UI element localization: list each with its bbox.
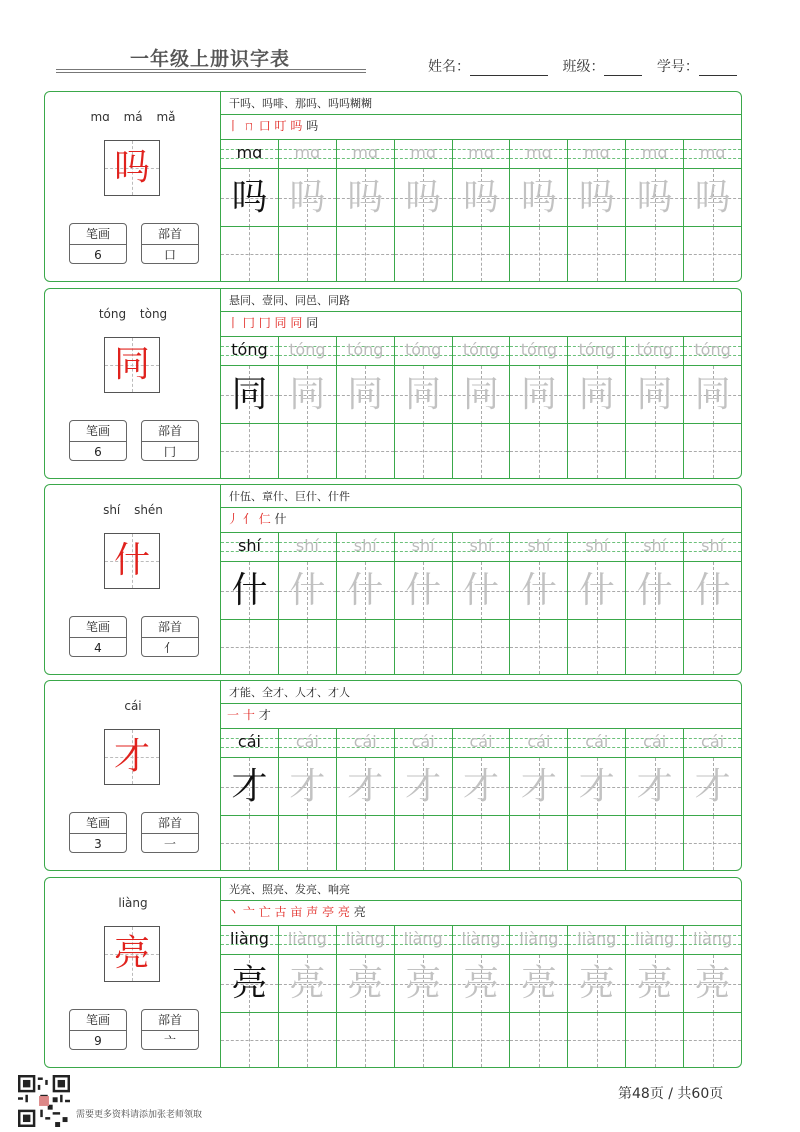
practice-cell[interactable]	[683, 337, 741, 478]
practice-pinyin: tóng	[347, 340, 384, 359]
pinyin-readings: tóng tòng	[98, 307, 168, 321]
title-underline-second	[56, 72, 366, 73]
practice-character: 什	[289, 570, 326, 611]
writing-box[interactable]	[337, 423, 394, 478]
practice-pinyin: liàng	[461, 929, 501, 948]
practice-pinyin: mɑ	[236, 143, 263, 162]
practice-pinyin: cái	[469, 732, 493, 751]
practice-character: 才	[405, 766, 442, 807]
pinyin-readings: mɑ má mǎ	[90, 110, 176, 124]
practice-pinyin: mɑ	[641, 143, 668, 162]
practice-pinyin: tóng	[520, 340, 558, 359]
practice-grid	[221, 337, 741, 478]
stroke-order-step: 冂	[258, 316, 271, 330]
practice-pinyin: cái	[643, 732, 667, 751]
practice-pinyin: mɑ	[526, 143, 552, 162]
practice-cell[interactable]	[221, 140, 278, 281]
writing-box[interactable]	[626, 619, 683, 674]
practice-pinyin: liàng	[577, 929, 617, 948]
practice-area	[221, 485, 741, 674]
student-info-fields	[428, 56, 747, 76]
writing-box[interactable]	[279, 226, 336, 281]
stroke-order-step: 冂	[242, 316, 255, 330]
writing-box[interactable]	[626, 226, 683, 281]
practice-cell[interactable]	[567, 140, 625, 281]
stroke-count-box	[69, 223, 127, 264]
stroke-order-step: 亮	[337, 905, 350, 919]
pinyin-readings: cái	[124, 699, 142, 713]
practice-cell[interactable]	[336, 729, 394, 870]
practice-area	[221, 878, 741, 1067]
stroke-order-step: 一	[227, 708, 240, 722]
writing-box[interactable]	[395, 226, 452, 281]
practice-cell[interactable]	[683, 140, 741, 281]
stroke-order-step: 什	[274, 512, 287, 526]
stroke-count-box	[69, 1009, 127, 1050]
stroke-order-step: 十	[242, 708, 255, 722]
stroke-order	[227, 117, 318, 134]
writing-box[interactable]	[337, 1012, 394, 1067]
practice-cell[interactable]	[336, 337, 394, 478]
practice-character: 同	[578, 374, 615, 415]
character-box	[104, 729, 160, 785]
word-examples: 干吗、吗啡、那吗、吗吗糊糊	[229, 97, 372, 110]
practice-pinyin: cái	[527, 732, 551, 751]
character-box	[104, 140, 160, 196]
practice-character: 吗	[694, 177, 731, 218]
stroke-count-box	[69, 812, 127, 853]
stroke-order-step: 吗	[290, 119, 303, 133]
word-examples: 悬同、壹同、同邑、同路	[229, 294, 350, 307]
practice-pinyin: liàng	[519, 929, 559, 948]
practice-cell[interactable]	[567, 337, 625, 478]
practice-cell[interactable]	[509, 337, 567, 478]
stroke-order-step: 才	[258, 708, 271, 722]
radical-value: 口	[163, 248, 176, 262]
practice-cell[interactable]	[683, 729, 741, 870]
radical-box	[141, 812, 199, 853]
writing-box[interactable]	[395, 619, 452, 674]
writing-box[interactable]	[453, 423, 510, 478]
stroke-order	[227, 510, 287, 527]
practice-cell[interactable]	[221, 337, 278, 478]
stroke-order-step: 丨	[227, 119, 240, 133]
practice-pinyin: shí	[353, 536, 377, 555]
practice-pinyin: tóng	[289, 340, 326, 359]
page-title: 一年级上册识字表	[130, 48, 291, 70]
practice-character: 同	[405, 374, 442, 415]
practice-character: 吗	[578, 177, 615, 218]
practice-pinyin: cái	[701, 732, 725, 751]
writing-box[interactable]	[395, 815, 452, 870]
stroke-count-label: 笔画	[70, 421, 126, 442]
practice-cell[interactable]	[336, 926, 394, 1067]
character-card	[44, 484, 742, 675]
practice-cell[interactable]	[452, 337, 510, 478]
practice-character: 吗	[231, 177, 268, 218]
radical-box	[141, 616, 199, 657]
name-field[interactable]: 姓名：	[428, 56, 548, 76]
student-number-field[interactable]: 学号：	[657, 56, 737, 76]
radical-label: 部首	[142, 224, 198, 245]
page-number: 第48页 / 共60页	[618, 1086, 724, 1102]
writing-box[interactable]	[510, 226, 567, 281]
stroke-count-label: 笔画	[70, 617, 126, 638]
practice-pinyin: mɑ	[352, 143, 379, 162]
practice-character: 什	[405, 570, 442, 611]
radical-value: 冂	[163, 445, 176, 459]
practice-character: 什	[636, 570, 673, 611]
practice-cell[interactable]	[278, 926, 336, 1067]
practice-cell[interactable]	[452, 729, 510, 870]
writing-box[interactable]	[510, 619, 567, 674]
practice-cell[interactable]	[625, 729, 683, 870]
practice-character: 才	[520, 766, 557, 807]
main-character: 才	[113, 736, 150, 777]
practice-pinyin: shí	[295, 536, 319, 555]
radical-value: 亻	[163, 641, 176, 655]
character-card	[44, 288, 742, 479]
practice-cell[interactable]	[625, 926, 683, 1067]
practice-pinyin: liàng	[229, 929, 269, 948]
practice-grid	[221, 926, 741, 1067]
stroke-count-value: 3	[94, 837, 102, 851]
practice-cell[interactable]	[683, 533, 741, 674]
practice-character: 亮	[289, 963, 326, 1004]
practice-cell[interactable]	[625, 140, 683, 281]
writing-box[interactable]	[684, 226, 741, 281]
practice-character: 同	[347, 374, 384, 415]
practice-grid	[221, 533, 741, 674]
practice-character: 吗	[289, 177, 326, 218]
radical-box	[141, 223, 199, 264]
word-examples: 什伍、章什、巨什、什件	[229, 490, 350, 503]
practice-cell[interactable]	[625, 533, 683, 674]
writing-box[interactable]	[568, 1012, 625, 1067]
writing-box[interactable]	[684, 815, 741, 870]
practice-character: 亮	[231, 963, 268, 1004]
practice-pinyin: liàng	[635, 929, 675, 948]
writing-box[interactable]	[221, 619, 278, 674]
practice-character: 才	[289, 766, 326, 807]
practice-character: 亮	[694, 963, 731, 1004]
writing-box[interactable]	[510, 423, 567, 478]
writing-box[interactable]	[395, 1012, 452, 1067]
stroke-order-step: 亮	[353, 905, 366, 919]
character-card	[44, 680, 742, 871]
practice-character: 亮	[463, 963, 500, 1004]
class-field[interactable]: 班级：	[562, 56, 642, 76]
writing-box[interactable]	[279, 619, 336, 674]
practice-pinyin: tóng	[404, 340, 442, 359]
practice-character: 才	[231, 766, 268, 807]
practice-cell[interactable]	[278, 533, 336, 674]
stroke-count-box	[69, 616, 127, 657]
radical-label: 部首	[142, 1010, 198, 1031]
radical-box	[141, 1009, 199, 1050]
practice-pinyin: tóng	[462, 340, 500, 359]
character-card	[44, 91, 742, 282]
main-character: 什	[113, 540, 150, 581]
practice-character: 同	[289, 374, 326, 415]
practice-character: 什	[347, 570, 384, 611]
writing-box[interactable]	[568, 423, 625, 478]
practice-pinyin: cái	[353, 732, 377, 751]
stroke-order-step: 声	[306, 905, 319, 919]
writing-box[interactable]	[279, 423, 336, 478]
practice-pinyin: shí	[411, 536, 435, 555]
practice-cell[interactable]	[567, 533, 625, 674]
practice-cell[interactable]	[452, 926, 510, 1067]
stroke-count-box	[69, 420, 127, 461]
practice-pinyin: shí	[701, 536, 725, 555]
character-card	[44, 877, 742, 1068]
practice-pinyin: mɑ	[468, 143, 494, 162]
practice-area	[221, 289, 741, 478]
practice-character: 才	[463, 766, 500, 807]
stroke-order-step: 丨	[227, 316, 240, 330]
writing-box[interactable]	[337, 226, 394, 281]
practice-cell[interactable]	[567, 926, 625, 1067]
practice-pinyin: mɑ	[410, 143, 436, 162]
character-info-panel	[45, 92, 221, 281]
stroke-count-value: 6	[94, 445, 102, 459]
stroke-order	[227, 314, 318, 331]
stroke-order	[227, 903, 366, 920]
practice-pinyin: tóng	[636, 340, 673, 359]
practice-pinyin: cái	[585, 732, 609, 751]
character-info-panel	[45, 485, 221, 674]
writing-box[interactable]	[684, 423, 741, 478]
stroke-order-step: 亡	[258, 905, 271, 919]
main-character: 吗	[113, 147, 150, 188]
practice-character: 同	[520, 374, 557, 415]
practice-cell[interactable]	[221, 729, 278, 870]
radical-value: 一	[163, 837, 176, 851]
practice-character: 亮	[347, 963, 384, 1004]
writing-box[interactable]	[395, 423, 452, 478]
practice-pinyin: liàng	[345, 929, 385, 948]
practice-character: 亮	[578, 963, 615, 1004]
writing-box[interactable]	[684, 619, 741, 674]
practice-cell[interactable]	[278, 140, 336, 281]
radical-value: 亠	[163, 1034, 176, 1048]
practice-cell[interactable]	[452, 533, 510, 674]
practice-grid	[221, 140, 741, 281]
stroke-count-label: 笔画	[70, 1010, 126, 1031]
main-character: 亮	[113, 933, 150, 974]
practice-character: 才	[347, 766, 384, 807]
practice-cell[interactable]	[509, 140, 567, 281]
practice-character: 什	[520, 570, 557, 611]
practice-cell[interactable]	[394, 337, 452, 478]
practice-character: 什	[578, 570, 615, 611]
page-header	[0, 0, 800, 90]
practice-character: 同	[694, 374, 731, 415]
practice-cell[interactable]	[509, 729, 567, 870]
practice-character: 才	[578, 766, 615, 807]
stroke-count-value: 6	[94, 248, 102, 262]
pinyin-readings: liàng	[118, 896, 148, 910]
title-underline	[56, 69, 366, 70]
practice-pinyin: cái	[411, 732, 435, 751]
character-info-panel	[45, 878, 221, 1067]
writing-box[interactable]	[568, 815, 625, 870]
word-examples: 光亮、照亮、发亮、响亮	[229, 883, 350, 896]
writing-box[interactable]	[453, 619, 510, 674]
practice-cell[interactable]	[625, 337, 683, 478]
practice-cell[interactable]	[394, 926, 452, 1067]
writing-box[interactable]	[337, 619, 394, 674]
practice-character: 什	[231, 570, 268, 611]
stroke-order-step: 同	[274, 316, 287, 330]
writing-box[interactable]	[221, 226, 278, 281]
practice-cell[interactable]	[221, 926, 278, 1067]
stroke-order-step: 丶	[227, 905, 240, 919]
practice-area	[221, 92, 741, 281]
practice-area	[221, 681, 741, 870]
practice-character: 同	[636, 374, 673, 415]
stroke-order-step: 古	[274, 905, 287, 919]
writing-box[interactable]	[626, 815, 683, 870]
stroke-order-step: 吗	[306, 119, 319, 133]
practice-pinyin: shí	[585, 536, 609, 555]
radical-label: 部首	[142, 813, 198, 834]
practice-pinyin: mɑ	[583, 143, 610, 162]
stroke-order-step: 亭	[322, 905, 335, 919]
practice-pinyin: liàng	[403, 929, 443, 948]
stroke-order-step: 亠	[242, 905, 255, 919]
qr-code-icon	[18, 1075, 70, 1127]
practice-cell[interactable]	[567, 729, 625, 870]
practice-pinyin: tóng	[231, 340, 268, 359]
practice-character: 吗	[520, 177, 557, 218]
practice-character: 才	[636, 766, 673, 807]
writing-box[interactable]	[626, 423, 683, 478]
stroke-order-step: 叮	[274, 119, 287, 133]
character-box	[104, 926, 160, 982]
radical-label: 部首	[142, 617, 198, 638]
practice-cell[interactable]	[452, 140, 510, 281]
stroke-order-step: ㄇ	[242, 119, 255, 133]
practice-character: 什	[694, 570, 731, 611]
practice-cell[interactable]	[394, 729, 452, 870]
stroke-order-step: 仁	[258, 512, 271, 526]
practice-pinyin: mɑ	[294, 143, 321, 162]
writing-box[interactable]	[453, 815, 510, 870]
writing-box[interactable]	[279, 815, 336, 870]
practice-cell[interactable]	[509, 533, 567, 674]
practice-cell[interactable]	[278, 729, 336, 870]
character-info-panel	[45, 289, 221, 478]
practice-pinyin: shí	[237, 536, 261, 555]
word-examples: 才能、全才、人才、才人	[229, 686, 350, 699]
writing-box[interactable]	[337, 815, 394, 870]
practice-character: 才	[694, 766, 731, 807]
stroke-order-step: 同	[290, 316, 303, 330]
practice-cell[interactable]	[336, 140, 394, 281]
character-box	[104, 533, 160, 589]
writing-box[interactable]	[453, 226, 510, 281]
practice-pinyin: shí	[469, 536, 493, 555]
practice-pinyin: cái	[237, 732, 261, 751]
stroke-order-step: 口	[258, 119, 271, 133]
practice-pinyin: cái	[295, 732, 319, 751]
footer-note: 需要更多资料请添加张老师领取	[76, 1110, 203, 1120]
practice-character: 什	[463, 570, 500, 611]
practice-pinyin: tóng	[694, 340, 731, 359]
practice-cell[interactable]	[394, 140, 452, 281]
writing-box[interactable]	[568, 226, 625, 281]
stroke-order-step: 同	[306, 316, 319, 330]
practice-character: 吗	[636, 177, 673, 218]
practice-character: 同	[231, 374, 268, 415]
writing-box[interactable]	[453, 1012, 510, 1067]
practice-character: 吗	[347, 177, 384, 218]
practice-pinyin: tóng	[578, 340, 615, 359]
practice-character: 同	[463, 374, 500, 415]
practice-character: 吗	[463, 177, 500, 218]
practice-cell[interactable]	[221, 533, 278, 674]
stroke-count-label: 笔画	[70, 813, 126, 834]
practice-pinyin: shí	[643, 536, 667, 555]
practice-character: 亮	[636, 963, 673, 1004]
character-info-panel	[45, 681, 221, 870]
writing-box[interactable]	[279, 1012, 336, 1067]
pinyin-readings: shí shén	[103, 503, 163, 517]
practice-grid	[221, 729, 741, 870]
writing-box[interactable]	[221, 815, 278, 870]
stroke-order-step: 亻	[242, 512, 255, 526]
stroke-count-value: 9	[94, 1034, 102, 1048]
writing-box[interactable]	[568, 619, 625, 674]
practice-cell[interactable]	[336, 533, 394, 674]
radical-box	[141, 420, 199, 461]
stroke-count-label: 笔画	[70, 224, 126, 245]
main-character: 同	[113, 344, 150, 385]
stroke-order-step: 丿	[227, 512, 240, 526]
practice-pinyin: liàng	[287, 929, 327, 948]
writing-box[interactable]	[510, 1012, 567, 1067]
practice-pinyin: liàng	[693, 929, 733, 948]
writing-box[interactable]	[221, 423, 278, 478]
practice-cell[interactable]	[683, 926, 741, 1067]
practice-character: 吗	[405, 177, 442, 218]
writing-box[interactable]	[684, 1012, 741, 1067]
stroke-order-step: 亩	[290, 905, 303, 919]
practice-cell[interactable]	[278, 337, 336, 478]
character-box	[104, 337, 160, 393]
stroke-order	[227, 706, 271, 723]
practice-cell[interactable]	[394, 533, 452, 674]
practice-pinyin: shí	[527, 536, 551, 555]
practice-pinyin: mɑ	[699, 143, 726, 162]
stroke-count-value: 4	[94, 641, 102, 655]
practice-character: 亮	[405, 963, 442, 1004]
writing-box[interactable]	[626, 1012, 683, 1067]
writing-box[interactable]	[221, 1012, 278, 1067]
practice-cell[interactable]	[509, 926, 567, 1067]
writing-box[interactable]	[510, 815, 567, 870]
practice-character: 亮	[520, 963, 557, 1004]
radical-label: 部首	[142, 421, 198, 442]
